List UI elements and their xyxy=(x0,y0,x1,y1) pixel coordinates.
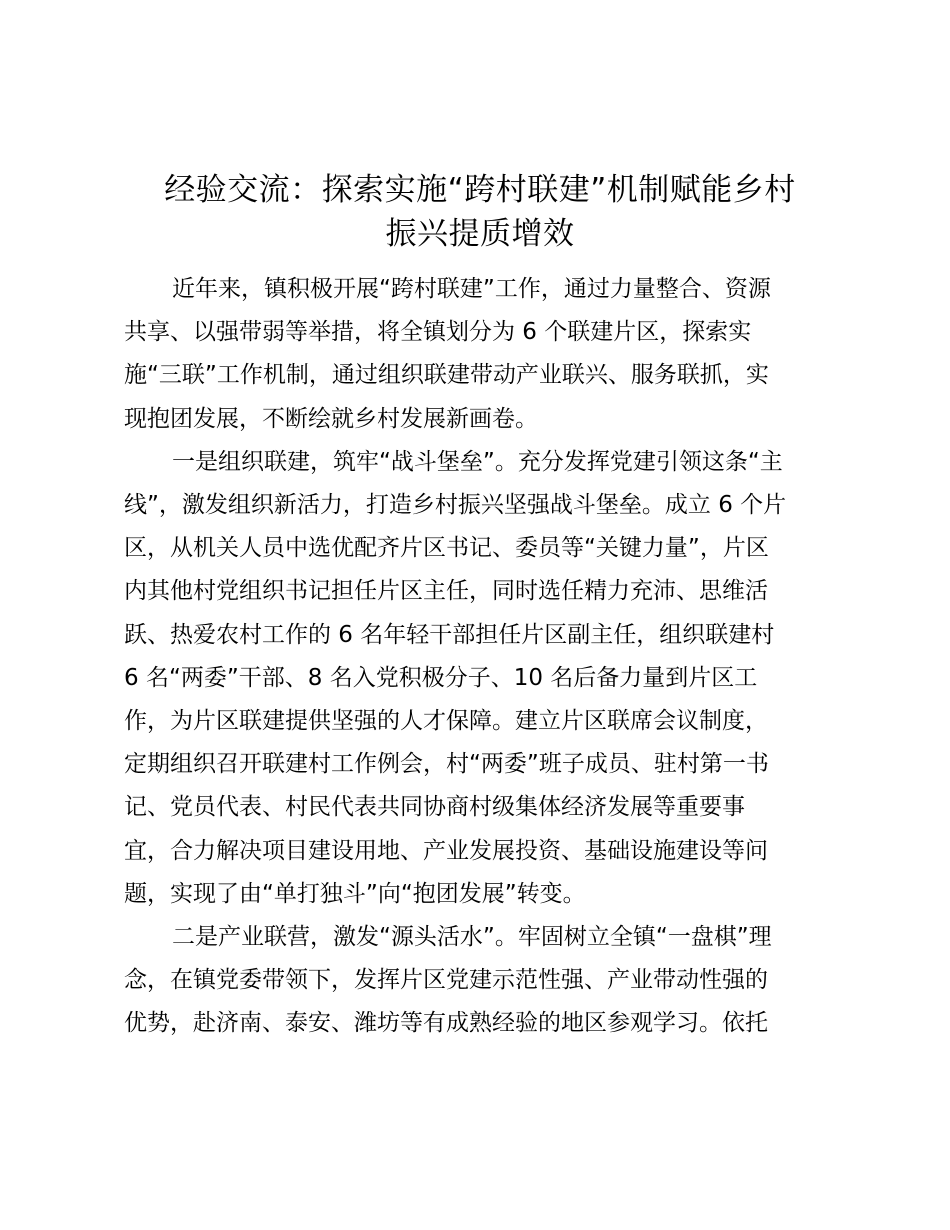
text-line: 念，在镇党委带领下，发挥片区党建示范性强、产业带动性强的 xyxy=(124,967,768,994)
document-body xyxy=(124,268,836,1046)
paragraph-industry xyxy=(124,916,836,1046)
text-line: 定期组织召开联建村工作例会，村“两委”班子成员、驻村第一书 xyxy=(124,751,769,778)
text-line: 区，从机关人员中选优配齐片区书记、委员等“关键力量”，片区 xyxy=(124,535,769,562)
text-line: 二是产业联营，激发“源头活水”。牢固树立全镇“一盘棋”理 xyxy=(172,924,772,951)
text-line: 内其他村党组织书记担任片区主任，同时选任精力充沛、思维活 xyxy=(124,578,768,605)
text-line: 近年来，镇积极开展“跨村联建”工作，通过力量整合、资源 xyxy=(172,276,771,302)
text-line: 6 名“两委”干部、8 名入党积极分子、10 名后备力量到片区工 xyxy=(124,664,758,691)
text-line: 线”，激发组织新活力，打造乡村振兴坚强战斗堡垒。成立 6 个片 xyxy=(124,492,787,519)
document-page xyxy=(124,168,836,1046)
text-line: 共享、以强带弱等举措，将全镇划分为 6 个联建片区，探索实 xyxy=(124,319,752,346)
title-line: 经验交流：探索实施“跨村联建”机制赋能乡村 xyxy=(164,172,796,208)
text-line: 宜，合力解决项目建设用地、产业发展投资、基础设施建设等问 xyxy=(124,837,768,864)
text-line: 记、党员代表、村民代表共同协商村级集体经济发展等重要事 xyxy=(124,794,745,821)
title-line: 振兴提质增效 xyxy=(385,216,575,252)
text-line: 一是组织联建，筑牢“战斗堡垒”。充分发挥党建引领这条“主 xyxy=(172,448,783,475)
text-line: 跃、热爱农村工作的 6 名年轻干部担任片区副主任，组织联建村 xyxy=(124,621,775,648)
text-line: 现抱团发展，不断绘就乡村发展新画卷。 xyxy=(124,405,538,432)
text-line: 施“三联”工作机制，通过组织联建带动产业联兴、服务联抓，实 xyxy=(124,362,769,389)
text-line: 优势，赴济南、泰安、潍坊等有成熟经验的地区参观学习。依托 xyxy=(124,1010,768,1037)
paragraph-intro xyxy=(124,268,836,441)
document-title xyxy=(124,168,836,256)
text-line: 题，实现了由“单打独斗”向“抱团发展”转变。 xyxy=(124,880,586,907)
paragraph-organization xyxy=(124,441,836,916)
text-line: 作，为片区联建提供坚强的人才保障。建立片区联席会议制度， xyxy=(124,708,768,735)
